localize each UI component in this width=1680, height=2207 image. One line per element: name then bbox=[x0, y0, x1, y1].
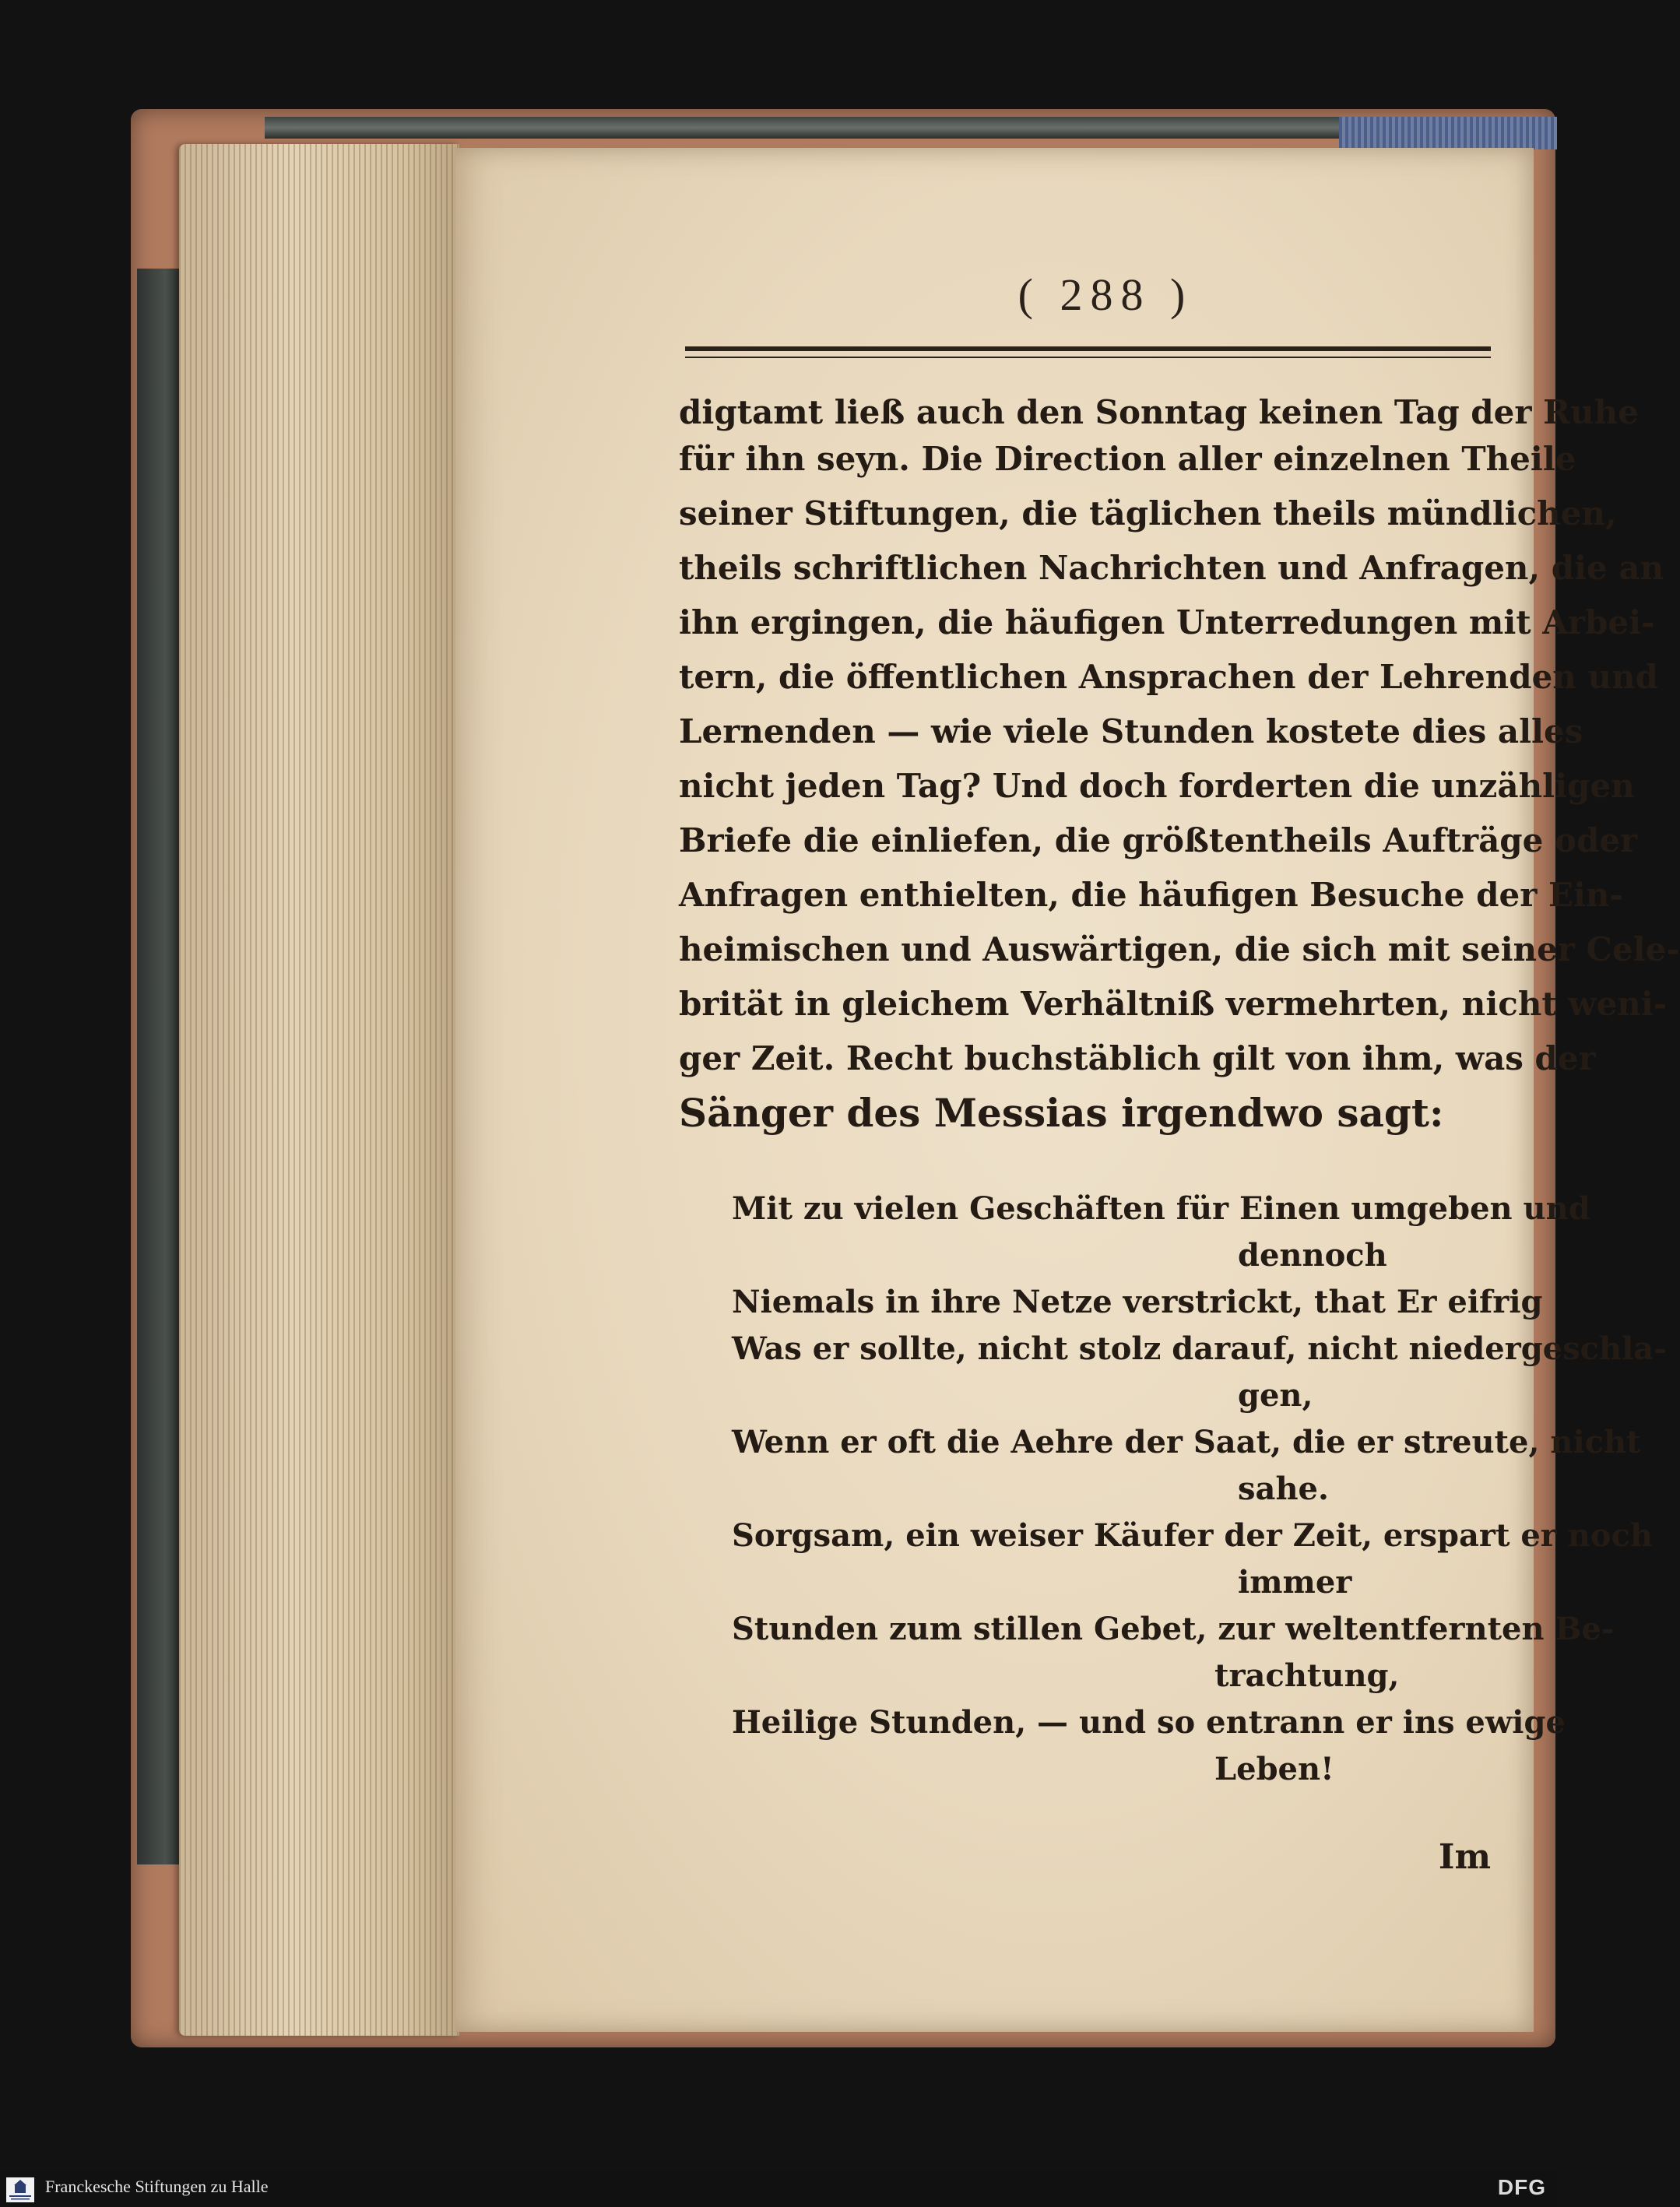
body-line: heimischen und Auswärtigen, die sich mit seiner Cele- bbox=[679, 930, 1680, 968]
footer-credit: Franckesche Stiftungen zu Halle bbox=[45, 2177, 269, 2196]
body-line: seiner Stiftungen, die täglichen theils mündlichen, bbox=[679, 494, 1617, 532]
body-line: tern, die öffentlichen Ansprachen der Lehrenden und bbox=[679, 658, 1658, 696]
body-line: theils schriftlichen Nachrichten und Anfragen, die an bbox=[679, 549, 1664, 587]
catchword: Im bbox=[1438, 1837, 1491, 1877]
verse-line: trachtung, bbox=[1214, 1657, 1400, 1694]
body-line: brität in gleichem Verhältniß vermehrten, nicht weni- bbox=[679, 985, 1668, 1023]
book-headband-blue bbox=[1339, 117, 1557, 149]
verse-line: gen, bbox=[1238, 1377, 1313, 1414]
verse-line: Niemals in ihre Netze verstrickt, that Er eifrig bbox=[732, 1284, 1543, 1320]
page-edges bbox=[179, 144, 459, 2036]
header-rule bbox=[685, 346, 1491, 351]
institution-logo-icon bbox=[6, 2177, 34, 2202]
body-line: nicht jeden Tag? Und doch forderten die unzähligen bbox=[679, 767, 1635, 805]
verse-line: Stunden zum stillen Gebet, zur weltentfernten Be- bbox=[732, 1611, 1615, 1647]
body-line: Sänger des Messias irgendwo sagt: bbox=[679, 1090, 1444, 1136]
body-line: Anfragen enthielten, die häufigen Besuche der Ein- bbox=[679, 876, 1623, 914]
body-line: Briefe die einliefen, die größtentheils Aufträge oder bbox=[679, 821, 1638, 859]
verse-line: immer bbox=[1238, 1564, 1352, 1601]
body-line: ger Zeit. Recht buchstäblich gilt von ihm, was der bbox=[679, 1039, 1596, 1077]
page-number: ( 288 ) bbox=[1017, 269, 1193, 320]
body-line: für ihn seyn. Die Direction aller einzelnen Theile bbox=[679, 440, 1576, 478]
book-cover-board bbox=[137, 269, 184, 1864]
verse-line: dennoch bbox=[1238, 1237, 1387, 1274]
verse-line: Leben! bbox=[1214, 1751, 1334, 1787]
header-rule-thin bbox=[685, 357, 1491, 358]
body-line: ihn ergingen, die häufigen Unterredungen mit Arbei- bbox=[679, 603, 1655, 641]
dfg-logo: DFG bbox=[1497, 2175, 1546, 2199]
verse-line: Sorgsam, ein weiser Käufer der Zeit, erspart er noch bbox=[732, 1517, 1653, 1554]
verse-line: Mit zu vielen Geschäften für Einen umgeben und bbox=[732, 1190, 1590, 1227]
verse-line: Heilige Stunden, — und so entrann er ins ewige bbox=[732, 1704, 1566, 1741]
verse-line: Wenn er oft die Aehre der Saat, die er streute, nicht bbox=[732, 1424, 1641, 1460]
verse-line: Was er sollte, nicht stolz darauf, nicht niedergeschla- bbox=[732, 1330, 1667, 1367]
body-line: Lernenden — wie viele Stunden kostete dies alles bbox=[679, 712, 1583, 750]
verse-line: sahe. bbox=[1238, 1471, 1329, 1507]
body-line: digtamt ließ auch den Sonntag keinen Tag der Ruhe bbox=[679, 393, 1639, 431]
